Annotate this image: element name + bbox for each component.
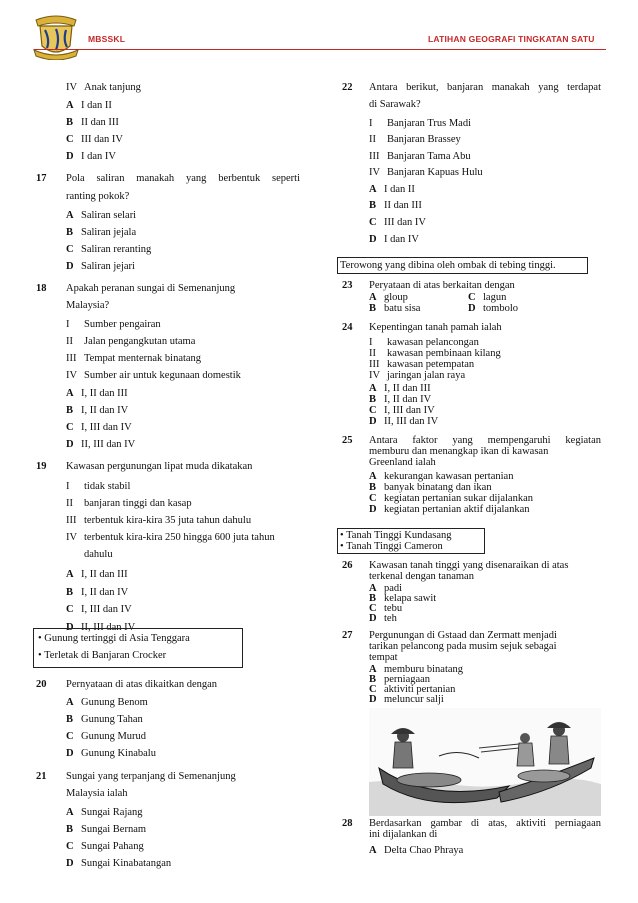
statement-i: I Sumber pengairan xyxy=(66,319,161,330)
question-text: memburu dan menangkap ikan di kawasan xyxy=(369,446,549,457)
option-d[interactable]: D II, III dan IV xyxy=(66,622,136,633)
statement-iv: IV Sumber air untuk kegunaan domestik xyxy=(66,370,241,381)
question-number: 26 xyxy=(342,560,353,571)
question-text: ranting pokok? xyxy=(66,191,130,202)
stimulus-box xyxy=(337,257,588,274)
option-c[interactable]: C III dan IV xyxy=(369,217,426,228)
question-text: Pergunungan di Gstaad dan Zermatt menjadi xyxy=(369,630,557,641)
question-number: 22 xyxy=(342,82,353,93)
stimulus-bullet: • Terletak di Banjaran Crocker xyxy=(38,650,167,661)
option-c[interactable]: C III dan IV xyxy=(66,134,123,145)
option-c[interactable]: C I, III dan IV xyxy=(66,422,132,433)
question-text: Greenland ialah xyxy=(369,457,436,468)
statement-ii: II Banjaran Brassey xyxy=(369,134,461,145)
question-text: Berdasarkan gambar di atas, aktiviti perniagaan xyxy=(369,818,601,829)
question-number: 20 xyxy=(36,679,47,690)
option-c[interactable]: C kegiatan pertanian sukar dijalankan xyxy=(369,493,533,504)
statement-iv: IV jaringan jalan raya xyxy=(369,370,466,381)
stimulus-box xyxy=(33,628,243,668)
school-crest-logo xyxy=(30,12,82,60)
option-d[interactable]: D Saliran jejari xyxy=(66,261,135,272)
stimulus-text: Terowong yang dibina oleh ombak di tebing tinggi. xyxy=(340,260,556,271)
question-text: Pola saliran manakah yang berbentuk seperti xyxy=(66,173,300,184)
option-c[interactable]: C Saliran reranting xyxy=(66,244,152,255)
stimulus-box xyxy=(337,528,485,554)
option-c[interactable]: C lagun xyxy=(468,292,507,303)
option-d[interactable]: D I dan IV xyxy=(66,151,116,162)
option-b[interactable]: B batu sisa xyxy=(369,303,421,314)
stimulus-bullet: • Tanah Tinggi Cameron xyxy=(340,541,443,552)
option-b[interactable]: B II dan III xyxy=(66,117,119,128)
option-c[interactable]: C I, III dan IV xyxy=(66,604,132,615)
option-a[interactable]: A gloup xyxy=(369,292,408,303)
option-b[interactable]: B I, II dan IV xyxy=(66,405,129,416)
option-d[interactable]: D teh xyxy=(369,613,397,624)
question-number: 23 xyxy=(342,280,353,291)
statement-ii: II banjaran tinggi dan kasap xyxy=(66,498,192,509)
option-a[interactable]: A Delta Chao Phraya xyxy=(369,845,464,856)
option-b[interactable]: B Saliran jejala xyxy=(66,227,137,238)
option-d[interactable]: D meluncur salji xyxy=(369,694,444,705)
option-a[interactable]: A Saliran selari xyxy=(66,210,137,221)
option-b[interactable]: B I, II dan IV xyxy=(369,394,432,405)
option-d[interactable]: D II, III dan IV xyxy=(369,416,439,427)
question-text: Peryataan di atas berkaitan dengan xyxy=(369,280,515,291)
question-text: Kepentingan tanah pamah ialah xyxy=(369,322,502,333)
option-b[interactable]: B I, II dan IV xyxy=(66,587,129,598)
statement-iii: III Tempat menternak binatang xyxy=(66,353,202,364)
option-d[interactable]: D Gunung Kinabalu xyxy=(66,748,156,759)
question-text: tempat xyxy=(369,652,398,663)
stimulus-bullet: • Tanah Tinggi Kundasang xyxy=(340,530,452,541)
statement-i: I Banjaran Trus Madi xyxy=(369,118,471,129)
statement-iii: III Banjaran Tama Abu xyxy=(369,151,471,162)
statement-iv: IV terbentuk kira-kira 250 hingga 600 juta tahun xyxy=(66,532,275,543)
option-d[interactable]: D I dan IV xyxy=(369,234,419,245)
option-d[interactable]: D Sungai Kinabatangan xyxy=(66,858,172,869)
option-b[interactable]: B II dan III xyxy=(369,200,422,211)
option-c[interactable]: C tebu xyxy=(369,603,403,614)
option-b[interactable]: B Sungai Bernam xyxy=(66,824,147,835)
statement-ii: II Jalan pengangkutan utama xyxy=(66,336,196,347)
option-b[interactable]: B banyak binatang dan ikan xyxy=(369,482,492,493)
question-number: 17 xyxy=(36,173,47,184)
stimulus-bullet: • Gunung tertinggi di Asia Tenggara xyxy=(38,633,190,644)
carry-item-iv: IV Anak tanjung xyxy=(66,82,141,93)
header-title: LATIHAN GEOGRAFI TINGKATAN SATU xyxy=(428,34,595,44)
question-text: terkenal dengan tanaman xyxy=(369,571,474,582)
question-text: Kawasan pergunungan lipat muda dikatakan xyxy=(66,461,253,472)
statement-ii: II kawasan pembinaan kilang xyxy=(369,348,501,359)
option-a[interactable]: A I, II dan III xyxy=(369,383,431,394)
question-number: 18 xyxy=(36,283,47,294)
statement-i: I kawasan pelancongan xyxy=(369,337,479,348)
statement-i: I tidak stabil xyxy=(66,481,131,492)
statement-iv: IV Banjaran Kapuas Hulu xyxy=(369,167,483,178)
question-text: Pernyataan di atas dikaitkan dengan xyxy=(66,679,218,690)
question-text: Kawasan tanah tinggi yang disenaraikan di atas xyxy=(369,560,569,571)
question-text: Malaysia? xyxy=(66,300,110,311)
question-text: Antara faktor yang mempengaruhi kegiatan xyxy=(369,435,601,446)
option-a[interactable]: A padi xyxy=(369,583,403,594)
question-text: ini dijalankan di xyxy=(369,829,438,840)
option-d[interactable]: D tombolo xyxy=(468,303,519,314)
option-c[interactable]: C aktiviti pertanian xyxy=(369,684,456,695)
option-b[interactable]: B kelapa sawit xyxy=(369,593,437,604)
question-number: 19 xyxy=(36,461,47,472)
floating-market-illustration xyxy=(369,708,601,816)
option-a[interactable]: A I dan II xyxy=(66,100,112,111)
option-b[interactable]: B perniagaan xyxy=(369,674,431,685)
option-a[interactable]: A I, II dan III xyxy=(66,569,128,580)
statement-iii: III kawasan petempatan xyxy=(369,359,475,370)
option-d[interactable]: D II, III dan IV xyxy=(66,439,136,450)
question-number: 27 xyxy=(342,630,353,641)
option-c[interactable]: C Gunung Murud xyxy=(66,731,147,742)
statement-iv-cont: dahulu xyxy=(84,549,113,560)
option-d[interactable]: D kegiatan pertanian aktif dijalankan xyxy=(369,504,530,515)
option-a[interactable]: A kekurangan kawasan pertanian xyxy=(369,471,514,482)
question-number: 28 xyxy=(342,818,353,829)
header-divider xyxy=(34,49,606,50)
question-text: Sungai yang terpanjang di Semenanjung xyxy=(66,771,236,782)
option-a[interactable]: A I, II dan III xyxy=(66,388,128,399)
question-text: Apakah peranan sungai di Semenanjung xyxy=(66,283,236,294)
option-c[interactable]: C I, III dan IV xyxy=(369,405,435,416)
question-text: di Sarawak? xyxy=(369,99,421,110)
question-number: 24 xyxy=(342,322,353,333)
option-b[interactable]: B Gunung Tahan xyxy=(66,714,143,725)
option-a[interactable]: A Sungai Rajang xyxy=(66,807,143,818)
question-number: 21 xyxy=(36,771,47,782)
option-a[interactable]: A memburu binatang xyxy=(369,664,464,675)
option-a[interactable]: A I dan II xyxy=(369,184,415,195)
option-c[interactable]: C Sungai Pahang xyxy=(66,841,144,852)
option-a[interactable]: A Gunung Benom xyxy=(66,697,148,708)
header-school-code: MBSSKL xyxy=(88,34,126,44)
question-number: 25 xyxy=(342,435,353,446)
question-text: tarikan pelancong pada musim sejuk sebagai xyxy=(369,641,557,652)
question-text: Antara berikut, banjaran manakah yang terdapat xyxy=(369,82,601,93)
statement-iii: III terbentuk kira-kira 35 juta tahun dahulu xyxy=(66,515,252,526)
question-text: Malaysia ialah xyxy=(66,788,128,799)
